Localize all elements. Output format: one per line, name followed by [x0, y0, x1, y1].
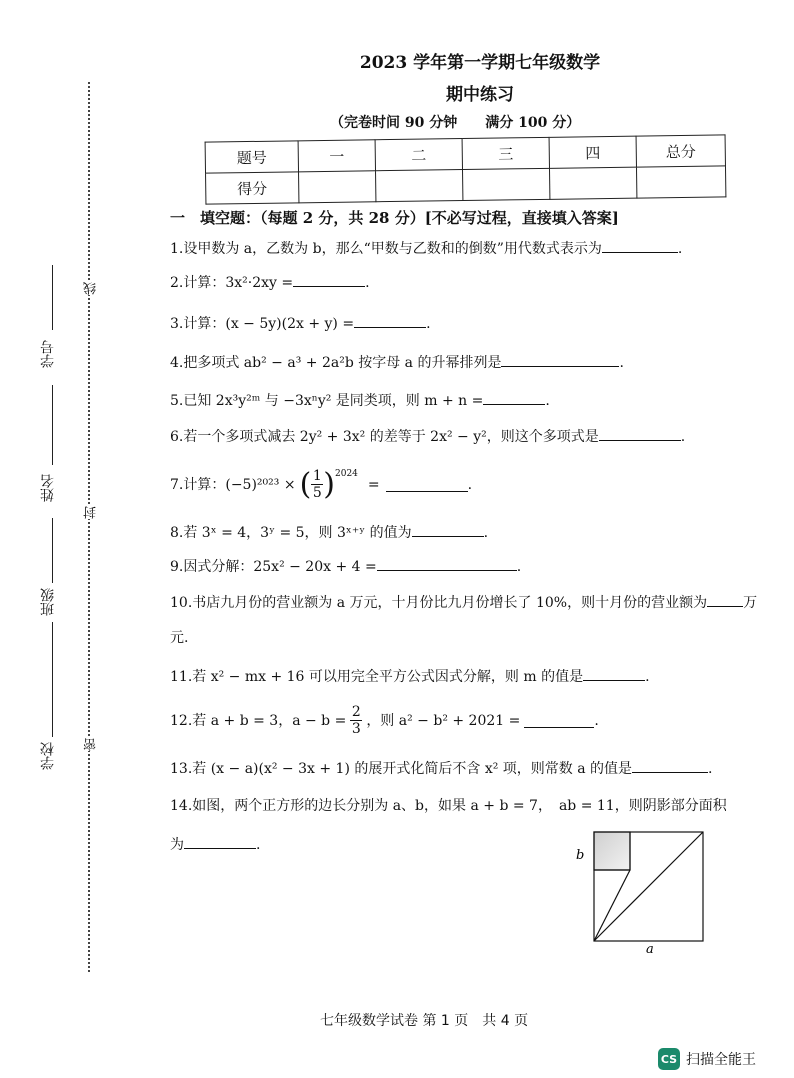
answer-blank-8[interactable]	[412, 522, 484, 537]
question-4-text: 4.把多项式 ab² − a³ + 2a²b 按字母 a 的升幂排列是	[170, 355, 502, 371]
time-info: （完卷时间 90 分钟 满分 100 分）	[330, 115, 581, 131]
score-cell-3[interactable]	[463, 168, 550, 200]
question-8: 8.若 3ˣ = 4，3ʸ = 5，则 3ˣ⁺ʸ 的值为 .	[170, 522, 488, 543]
question-2: 2.计算：3x²·2xy = .	[170, 272, 370, 293]
question-3: 3.计算：(x − 5y)(2x + y) = .	[170, 313, 431, 334]
answer-blank-1[interactable]	[602, 238, 678, 253]
right-paren: )	[323, 466, 335, 502]
question-14-line2: 为 .	[170, 834, 260, 855]
cs-logo-icon: CS	[658, 1048, 680, 1070]
score-cell-1[interactable]	[299, 171, 376, 203]
question-6: 6.若一个多项式减去 2y² + 3x² 的差等于 2x² − y²，则这个多项式是 .	[170, 426, 685, 447]
question-2-text: 2.计算：3x²·2xy =	[170, 275, 294, 291]
question-12-suffix: ，则 a² − b² + 2021 =	[366, 712, 521, 729]
score-header-label: 题号	[205, 141, 298, 173]
question-10-unit: 万	[743, 595, 758, 611]
question-12: 12.若 a + b = 3，a − b = 2 3 ，则 a² − b² + 2021 = .	[170, 704, 599, 737]
left-paren: (	[299, 466, 312, 502]
question-14-line1: 14.如图，两个正方形的边长分别为 a、b，如果 a + b = 7， ab = 11，则阴影部分面积	[170, 798, 727, 814]
question-7-prefix: 7.计算：(−5)²⁰²³ ×	[170, 476, 296, 493]
student-id-label: 学号	[40, 340, 56, 368]
answer-blank-5[interactable]	[483, 390, 545, 405]
school-line[interactable]	[52, 622, 53, 737]
q7-exponent: 2024	[335, 469, 358, 479]
score-cell-2[interactable]	[376, 170, 463, 202]
q7-numerator: 1	[312, 468, 322, 484]
name-label: 姓名	[40, 474, 56, 502]
question-5-text: 5.已知 2x³y²ᵐ 与 −3xⁿy² 是同类项，则 m + n =	[170, 393, 484, 409]
exam-subtitle: 期中练习	[446, 85, 514, 105]
answer-blank-14[interactable]	[184, 834, 256, 849]
score-cell-4[interactable]	[549, 167, 636, 199]
question-10-line1	[170, 592, 757, 613]
question-10-text: 10.书店九月份的营业额为 a 万元，十月份比九月份增长了 10%，则十月份的营业额为	[170, 595, 708, 611]
seal-char-secret: 密	[84, 738, 99, 751]
q12-denominator: 3	[351, 721, 361, 737]
score-table	[205, 134, 727, 204]
answer-blank-11[interactable]	[583, 666, 645, 681]
question-13: 13.若 (x − a)(x² − 3x + 1) 的展开式化简后不含 x² 项，则常数 a 的值是 .	[170, 758, 712, 779]
score-header-3: 三	[462, 137, 549, 169]
q7-denominator: 5	[312, 485, 322, 501]
score-row-label: 得分	[206, 172, 299, 204]
score-header-4: 四	[549, 136, 636, 168]
small-square-shade	[594, 832, 630, 870]
question-3-text: 3.计算：(x − 5y)(2x + y) =	[170, 316, 355, 332]
question-11-text: 11.若 x² − mx + 16 可以用完全平方公式因式分解，则 m 的值是	[170, 669, 584, 685]
q7-equals: =	[367, 476, 380, 493]
label-a: a	[646, 942, 654, 955]
answer-blank-3[interactable]	[354, 313, 426, 328]
q12-numerator: 2	[351, 704, 361, 720]
question-5: 5.已知 2x³y²ᵐ 与 −3xⁿy² 是同类项，则 m + n = .	[170, 390, 550, 411]
seal-char-seal: 封	[84, 506, 99, 519]
school-label: 学校	[40, 742, 56, 770]
page-footer: 七年级数学试卷 第 1 页 共 4 页	[320, 1013, 529, 1029]
question-9-text: 9.因式分解：25x² − 20x + 4 =	[170, 559, 377, 575]
answer-blank-10[interactable]	[707, 592, 743, 607]
question-1: 1.设甲数为 a，乙数为 b，那么“甲数与乙数和的倒数”用代数式表示为 .	[170, 238, 682, 259]
question-6-text: 6.若一个多项式减去 2y² + 3x² 的差等于 2x² − y²，则这个多项式是	[170, 429, 599, 445]
class-label: 班级	[40, 588, 56, 616]
diagonal-small	[594, 870, 630, 941]
question-14-text: 为	[170, 837, 184, 853]
question-1-text: 1.设甲数为 a，乙数为 b，那么“甲数与乙数和的倒数”用代数式表示为	[170, 241, 602, 257]
class-line[interactable]	[52, 518, 53, 583]
question-10-line2: 元.	[170, 630, 189, 646]
score-cell-total[interactable]	[636, 166, 725, 198]
label-b: b	[576, 848, 585, 863]
answer-blank-13[interactable]	[632, 758, 708, 773]
exam-title: 2023 学年第一学期七年级数学	[359, 53, 601, 73]
question-12-prefix: 12.若 a + b = 3，a − b =	[170, 712, 347, 729]
section-heading: 一 填空题：（每题 2 分，共 28 分）[不必写过程，直接填入答案]	[170, 209, 619, 227]
question-11: 11.若 x² − mx + 16 可以用完全平方公式因式分解，则 m 的值是 .	[170, 666, 650, 687]
scanner-watermark	[658, 1048, 756, 1070]
answer-blank-2[interactable]	[293, 272, 365, 287]
seal-char-line: 线	[84, 282, 99, 295]
two-squares-figure	[570, 825, 730, 955]
answer-blank-12[interactable]	[524, 713, 594, 728]
binding-dotted-line	[88, 82, 90, 972]
name-line[interactable]	[52, 385, 53, 465]
question-7: 7.计算：(−5)²⁰²³ × ( 1 5 ) 2024 = .	[170, 468, 472, 501]
answer-blank-9[interactable]	[377, 556, 517, 571]
score-header-2: 二	[375, 139, 462, 171]
watermark-text: 扫描全能王	[686, 1052, 756, 1068]
answer-blank-7[interactable]	[386, 477, 468, 492]
answer-blank-4[interactable]	[501, 352, 619, 367]
student-id-line[interactable]	[52, 265, 53, 330]
question-9: 9.因式分解：25x² − 20x + 4 = .	[170, 556, 521, 577]
answer-blank-6[interactable]	[599, 426, 681, 441]
score-header-total: 总分	[636, 135, 725, 167]
question-4: 4.把多项式 ab² − a³ + 2a²b 按字母 a 的升幂排列是 .	[170, 352, 624, 373]
question-13-text: 13.若 (x − a)(x² − 3x + 1) 的展开式化简后不含 x² 项，则常数 a 的值是	[170, 761, 633, 777]
score-header-1: 一	[298, 140, 375, 172]
question-8-text: 8.若 3ˣ = 4，3ʸ = 5，则 3ˣ⁺ʸ 的值为	[170, 525, 412, 541]
